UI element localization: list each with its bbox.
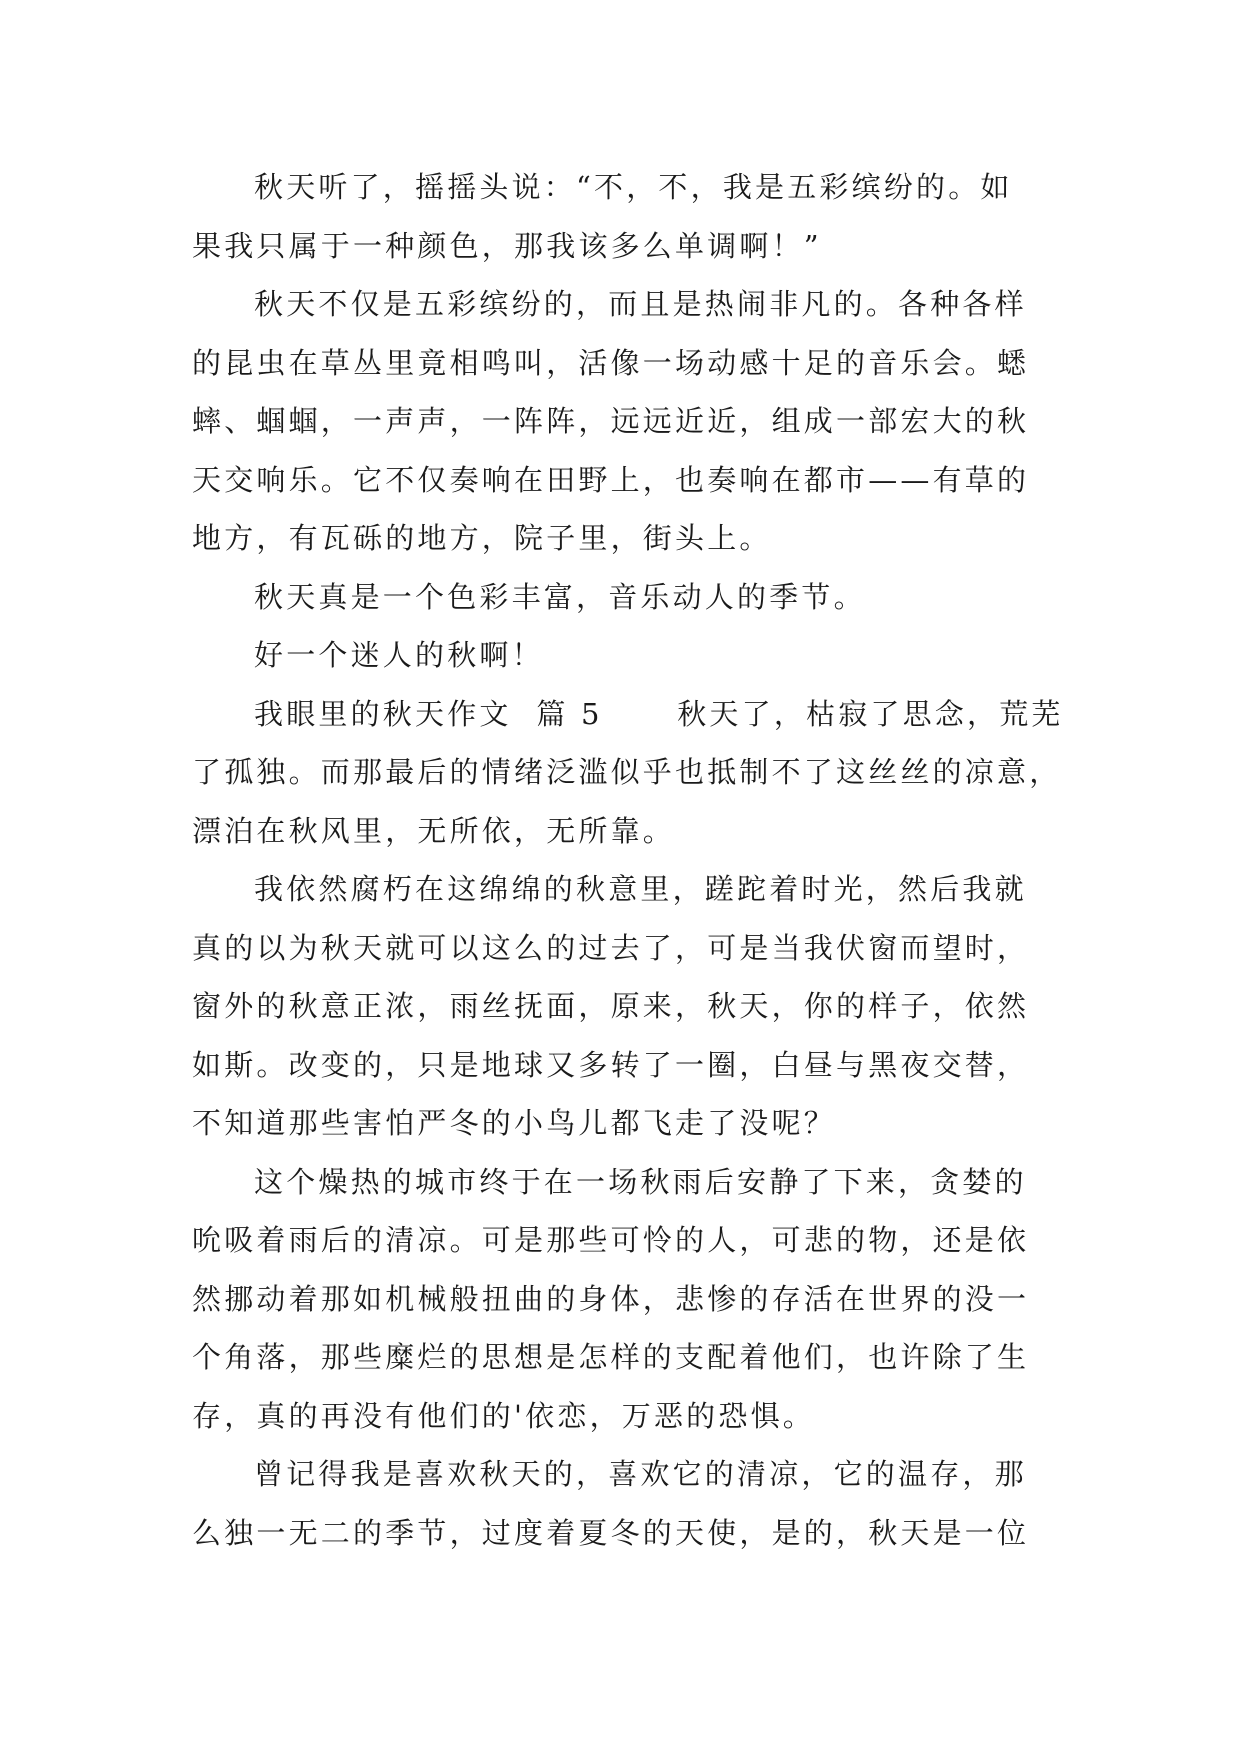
document-body: [192, 158, 1062, 1562]
section-heading-line: 我眼里的秋天作文 篇 5 秋天了，枯寂了思念，荒芜: [254, 696, 1064, 731]
text-line: 曾记得我是喜欢秋天的，喜欢它的清凉，它的温存，那: [254, 1457, 1027, 1491]
text-line: 吮吸着雨后的清凉。可是那些可怜的人，可悲的物，还是依: [192, 1223, 1030, 1257]
text-line: 这个燥热的城市终于在一场秋雨后安静了下来，贪婪的: [254, 1164, 1027, 1199]
text-line: 真的以为秋天就可以这么的过去了，可是当我伏窗而望时，: [192, 930, 1030, 965]
text-line: 了孤独。而那最后的情绪泛滥似乎也抵制不了这丝丝的凉意，: [192, 755, 1062, 789]
text-line: 漂泊在秋风里，无所依，无所靠。: [192, 813, 676, 848]
text-line: 地方，有瓦砾的地方，院子里，街头上。: [192, 521, 772, 555]
text-line: 然挪动着那如机械般扭曲的身体，悲惨的存活在世界的没一: [192, 1281, 1030, 1316]
text-line: 个角落，那些糜烂的思想是怎样的支配着他们，也许除了生: [192, 1340, 1030, 1374]
text-line: 窗外的秋意正浓，雨丝抚面，原来，秋天，你的样子，依然: [192, 989, 1030, 1023]
text-line: 么独一无二的季节，过度着夏冬的天使，是的，秋天是一位: [192, 1515, 1030, 1550]
text-line: 好一个迷人的秋啊！: [254, 638, 544, 672]
text-line: 天交响乐。它不仅奏响在田野上，也奏响在都市——有草的: [192, 462, 1030, 497]
text-line: 的昆虫在草丛里竟相鸣叫，活像一场动感十足的音乐会。蟋: [192, 345, 1030, 380]
text-line: 存，真的再没有他们的'依恋，万恶的恐惧。: [192, 1398, 815, 1433]
text-line: 不知道那些害怕严冬的小鸟儿都飞走了没呢？: [192, 1106, 837, 1140]
text-line: 秋天真是一个色彩丰富，音乐动人的季节。: [254, 579, 866, 614]
text-line: 秋天听了，摇摇头说：“不，不，我是五彩缤纷的。如: [254, 170, 1013, 204]
text-line: 我依然腐朽在这绵绵的秋意里，蹉跎着时光，然后我就: [254, 872, 1027, 906]
text-line: 果我只属于一种颜色，那我该多么单调啊！”: [192, 228, 822, 263]
text-line: 蟀、蝈蝈，一声声，一阵阵，远远近近，组成一部宏大的秋: [192, 404, 1030, 438]
text-line: 如斯。改变的，只是地球又多转了一圈，白昼与黑夜交替，: [192, 1047, 1030, 1082]
text-line: 秋天不仅是五彩缤纷的，而且是热闹非凡的。各种各样: [254, 287, 1027, 321]
